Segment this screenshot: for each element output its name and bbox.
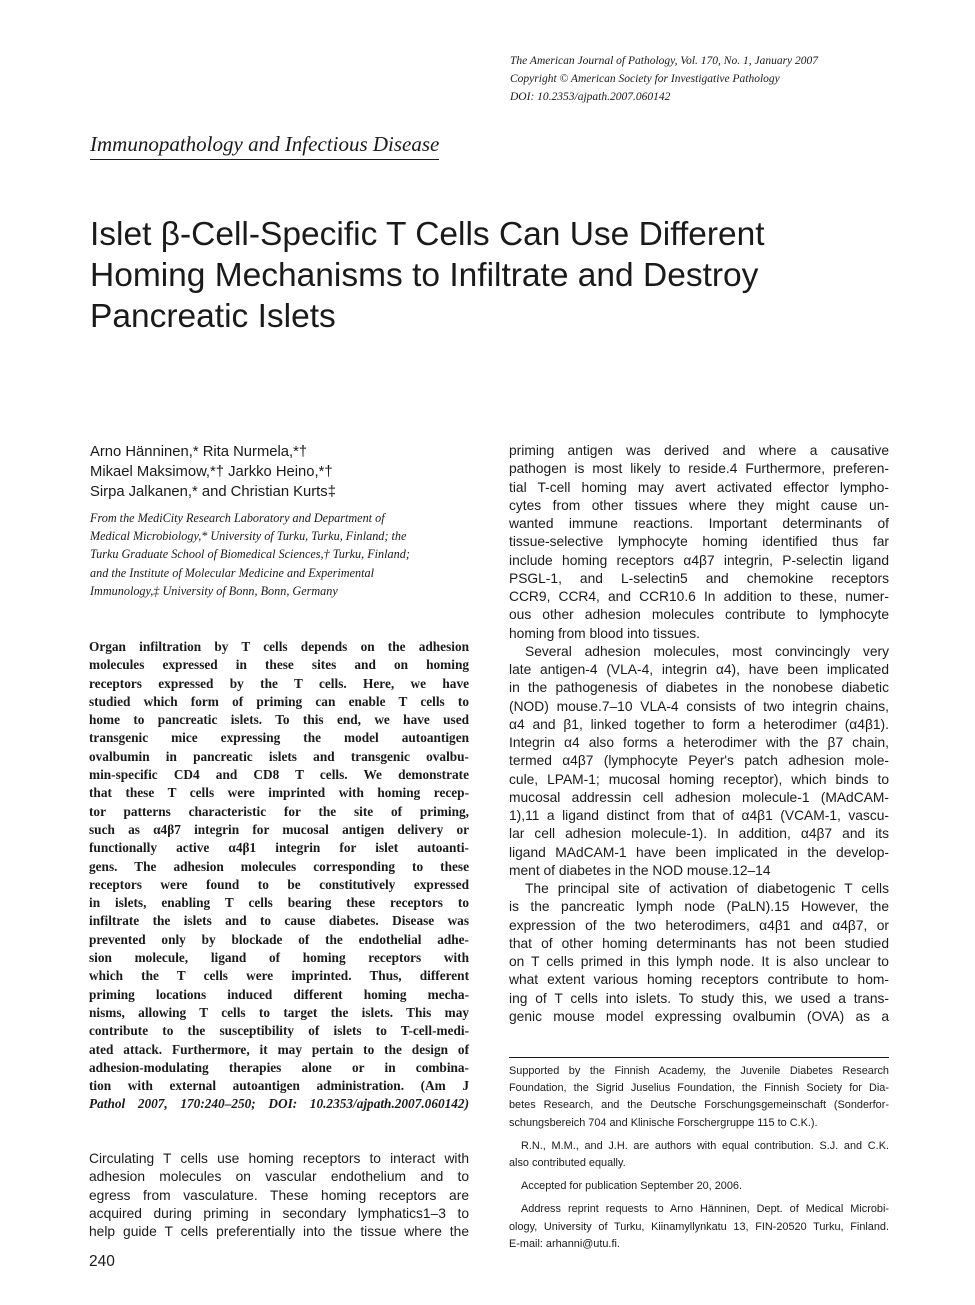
body-line: cule, LPAM-1; mucosal homing receptor), which binds to [509, 771, 889, 787]
body-line: acquired during priming in secondary lymphatics1–3 to [89, 1205, 469, 1221]
introduction-text [89, 1150, 469, 1241]
abstract-line: min-specific CD4 and CD8 T cells. We demonstrate [89, 767, 469, 783]
body-line: ment of diabetes in the NOD mouse.12–14 [509, 862, 771, 878]
abstract-line: adhesion-modulating therapies alone or in combina- [89, 1059, 469, 1075]
abstract-line: ated attack. Furthermore, it may pertain to the design of [89, 1041, 469, 1057]
body-line: egress from vasculature. These homing receptors are [89, 1187, 469, 1203]
journal-copyright: Copyright © American Society for Investigative Pathology [510, 73, 780, 85]
author-list [90, 442, 470, 502]
affiliation-line: Immunology,‡ University of Bonn, Bonn, Germany [90, 583, 338, 598]
body-line: in the pathogenesis of diabetes in the nonobese diabetic [509, 680, 889, 696]
footnote-line: Address reprint requests to Arno Hänninen, Dept. of Medical Microbi- [521, 1203, 889, 1216]
affiliation-line: From the MediCity Research Laboratory and Department of [90, 511, 385, 525]
body-line: that of other homing determinants has not been studied [509, 935, 889, 951]
title-line: Homing Mechanisms to Infiltrate and Destroy [90, 257, 759, 294]
page-number: 240 [89, 1253, 115, 1270]
body-line: Several adhesion molecules, most convincingly very [525, 643, 889, 659]
body-line: is the pancreatic lymph node (PaLN).15 However, the [509, 899, 889, 915]
article-title [90, 214, 850, 337]
abstract-line: contribute to the susceptibility of islets to T-cell-medi- [89, 1023, 469, 1039]
footnote-line: betes Research, and the Deutsche Forschungsgemeinschaft (Sonderfor- [509, 1099, 889, 1112]
body-line: Circulating T cells use homing receptors to interact with [89, 1151, 469, 1166]
body-line: α4 and β1, linked together to form a heterodimer (α4β1). [509, 716, 889, 732]
body-line: homing from blood into tissues. [509, 625, 700, 641]
body-line: CCR9, CCR4, and CCR10.6 In addition to these, numer- [509, 589, 889, 604]
body-line: include homing receptors α4β7 integrin, P-selectin ligand [509, 552, 889, 568]
abstract-line: prevented only by blockade of the endothelial adhe- [89, 931, 469, 947]
abstract-line: ovalbumin in pancreatic islets and transgenic ovalbu- [89, 748, 469, 764]
body-line: wanted immune reactions. Important determinants of [509, 516, 889, 531]
footnotes [509, 1063, 889, 1253]
abstract-line: receptors were found to be constitutively expressed [89, 876, 469, 892]
affiliation-line: and the Institute of Molecular Medicine and Experimental [90, 565, 374, 580]
body-line: priming antigen was derived and where a causative [509, 443, 889, 458]
body-line: cytes from other tissues where they might cause un- [509, 497, 889, 513]
section-heading: Immunopathology and Infectious Disease [90, 131, 439, 160]
body-line: genic mouse model expressing ovalbumin (OVA) as a [509, 1008, 889, 1024]
body-line: ing of T cells into islets. To study this, we used a trans- [509, 990, 889, 1006]
journal-citation: The American Journal of Pathology, Vol. 170, No. 1, January 2007 [510, 55, 819, 67]
abstract-line: Organ infiltration by T cells depends on the adhesion [89, 639, 469, 654]
footnote-line: ology, University of Turku, Kiinamyllynkatu 13, FIN-20520 Turku, Finland. [509, 1220, 889, 1233]
body-line: ligand MAdCAM-1 have been implicated in the develop- [509, 844, 889, 860]
body-line: 1),11 a ligand distinct from that of α4β1 (VCAM-1, vascu- [509, 808, 889, 823]
author-line: Arno Hänninen,* Rita Nurmela,*† [90, 444, 308, 460]
body-line: on T cells primed in this lymph node. It is also unclear to [509, 954, 889, 969]
abstract-line: molecules expressed in these sites and on homing [89, 657, 469, 673]
abstract-line: in islets, enabling T cells bearing these receptors to [89, 895, 469, 911]
body-line: PSGL-1, and L-selectin5 and chemokine receptors [509, 570, 889, 586]
footnote-line: also contributed equally. [509, 1156, 626, 1169]
abstract-line: home to pancreatic islets. To this end, we have used [89, 712, 469, 728]
body-line: ous other adhesion molecules contribute to lymphocyte [509, 607, 889, 623]
abstract-line: tor patterns characteristic for the site of priming, [89, 803, 469, 819]
body-line: late antigen-4 (VLA-4, integrin α4), have been implicated [509, 662, 889, 677]
body-line: The principal site of activation of diabetogenic T cells [525, 881, 889, 896]
body-line: Integrin α4 also forms a heterodimer with the β7 chain, [509, 735, 889, 750]
abstract-line: gens. The adhesion molecules corresponding to these [89, 858, 469, 874]
abstract-line: such as α4β7 integrin for mucosal antigen delivery or [89, 821, 469, 837]
abstract-line: transgenic mice expressing the model autoantigen [89, 730, 469, 746]
affiliations [90, 509, 470, 600]
right-column-text [509, 442, 889, 1026]
body-line: pathogen is most likely to reside.4 Furthermore, preferen- [509, 461, 889, 477]
footnote-line: schungsbereich 704 and Klinische Forschergruppe 115 to C.K.). [509, 1116, 818, 1129]
footnote-line: Foundation, the Sigrid Juselius Foundation, the Finnish Society for Dia- [509, 1082, 889, 1095]
author-line: Mikael Maksimow,*† Jarkko Heino,*† [90, 464, 333, 480]
abstract-line: sion molecule, ligand of homing receptors with [89, 950, 469, 966]
journal-doi: DOI: 10.2353/ajpath.2007.060142 [510, 91, 671, 103]
abstract-line: that these T cells were imprinted with homing recep- [89, 785, 469, 801]
abstract-line: receptors expressed by the T cells. Here, we have [89, 675, 469, 691]
footnote-divider [509, 1057, 889, 1058]
affiliation-line: Turku Graduate School of Biomedical Sciences,† Turku, Finland; [90, 547, 410, 562]
abstract-line: studied which form of priming can enable T cells to [89, 693, 469, 709]
abstract-line: which the T cells were imprinted. Thus, different [89, 968, 469, 984]
abstract-line: tion with external autoantigen administration. (Am J [89, 1078, 469, 1094]
author-line: Sirpa Jalkanen,* and Christian Kurts‡ [90, 484, 336, 500]
body-line: what extent various homing receptors contribute to hom- [509, 972, 889, 988]
body-line: tissue-selective lymphocyte homing identified thus far [509, 534, 889, 550]
footnote-line: R.N., M.M., and J.H. are authors with equal contribution. S.J. and C.K. [521, 1139, 889, 1152]
abstract-line: functionally active α4β1 integrin for islet autoanti- [89, 840, 469, 856]
body-line: adhesion molecules on vascular endothelium and to [89, 1169, 469, 1185]
footnote-email: E-mail: arhanni@utu.fi. [509, 1237, 620, 1250]
abstract-line: nisms, allowing T cells to target the islets. This may [89, 1004, 469, 1020]
title-line: Pancreatic Islets [90, 298, 336, 335]
footnote-line: Supported by the Finnish Academy, the Juvenile Diabetes Research [509, 1065, 889, 1077]
journal-header [510, 52, 910, 106]
body-line: tial T-cell homing may avert activated effector lympho- [509, 479, 889, 495]
body-line: help guide T cells preferentially into the tissue where the [89, 1224, 469, 1239]
body-line: (NOD) mouse.7–10 VLA-4 consists of two integrin chains, [509, 698, 889, 714]
footnote-line: Accepted for publication September 20, 2006. [521, 1180, 742, 1193]
abstract [89, 638, 469, 1114]
abstract-line: infiltrate the islets and to cause diabetes. Disease was [89, 913, 469, 929]
body-line: termed α4β7 (lymphocyte Peyer's patch adhesion mole- [509, 753, 889, 769]
abstract-line: priming locations induced different homing mecha- [89, 986, 469, 1002]
abstract-citation: Pathol 2007, 170:240–250; DOI: 10.2353/ajpath.2007.060142) [89, 1096, 469, 1112]
body-line: lar cell adhesion molecule-1). In addition, α4β7 and its [509, 826, 889, 842]
title-line: Islet β-Cell-Specific T Cells Can Use Different [90, 216, 765, 253]
body-line: expression of the two heterodimers, α4β1 and α4β7, or [509, 917, 889, 933]
body-line: mucosal addressin cell adhesion molecule-1 (MAdCAM- [509, 789, 889, 805]
affiliation-line: Medical Microbiology,* University of Turku, Turku, Finland; the [90, 529, 407, 544]
